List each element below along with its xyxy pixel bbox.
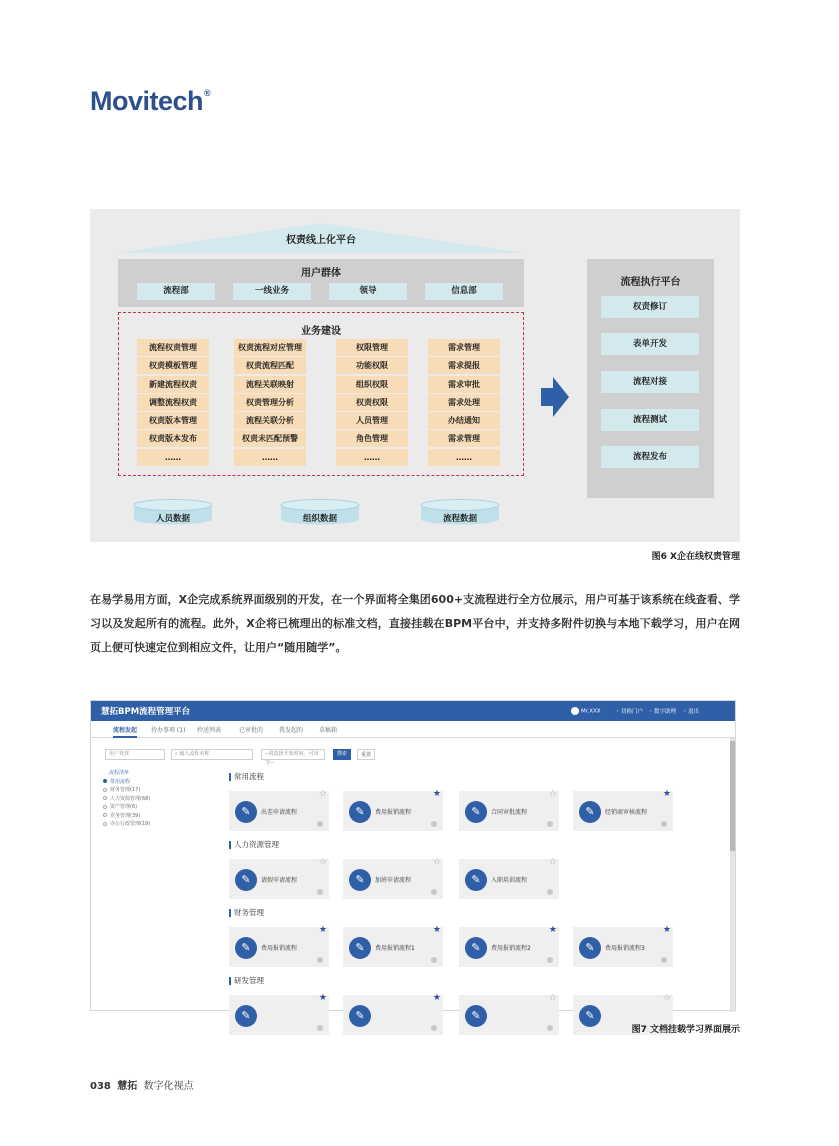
document-icon: ✎	[349, 869, 371, 891]
business-cell: 权责模板管理	[137, 357, 209, 374]
star-outline-icon[interactable]: ☆	[318, 857, 327, 867]
section-title: 财务管理	[229, 909, 264, 917]
info-dot-icon[interactable]	[317, 957, 323, 963]
logo-text: Movitech	[90, 86, 204, 116]
search-icon: ⌕	[175, 751, 180, 757]
execution-step: 流程对接	[601, 371, 699, 393]
section-title: 研发管理	[229, 977, 264, 985]
star-filled-icon[interactable]: ★	[548, 925, 557, 935]
footer-brand: 慧拓	[117, 1081, 138, 1092]
document-icon: ✎	[349, 1005, 371, 1027]
avatar	[571, 707, 579, 715]
figure-6-diagram	[90, 209, 740, 542]
switch-portal-link[interactable]: ◦ 切换门户	[616, 709, 644, 715]
process-card-label: 入职培训流程	[491, 877, 528, 884]
business-cell: 流程关联分析	[234, 412, 306, 429]
execution-step: 流程发布	[601, 446, 699, 468]
sidebar-item-label: 财务管理(17)	[110, 787, 141, 793]
tab-start-process[interactable]: 流程发起	[113, 725, 137, 738]
business-column-2	[234, 339, 306, 467]
star-filled-icon[interactable]: ★	[432, 789, 441, 799]
process-card[interactable]	[459, 859, 559, 899]
business-cell: 调整流程权责	[137, 394, 209, 411]
business-cell: 需求审批	[428, 376, 500, 393]
tab-bar	[91, 721, 735, 738]
star-filled-icon[interactable]: ★	[662, 925, 671, 935]
user-group-box: 一线业务	[233, 283, 311, 300]
document-icon: ✎	[235, 1005, 257, 1027]
sidebar-item-label: 常用流程	[110, 778, 131, 785]
info-dot-icon[interactable]	[431, 957, 437, 963]
info-dot-icon[interactable]	[431, 889, 437, 895]
radio-icon	[103, 813, 107, 817]
reset-button[interactable]: 重置	[357, 749, 375, 760]
document-icon: ✎	[579, 801, 601, 823]
sidebar-item-hr[interactable]	[103, 795, 213, 804]
info-dot-icon[interactable]	[661, 957, 667, 963]
execution-step: 权责修订	[601, 296, 699, 318]
star-filled-icon[interactable]: ★	[432, 925, 441, 935]
process-search-input[interactable]	[171, 749, 253, 760]
star-outline-icon[interactable]: ☆	[318, 789, 327, 799]
info-dot-icon[interactable]	[547, 957, 553, 963]
user-search-input[interactable]: 用户查找	[105, 749, 165, 760]
process-card-label: 费用报销流程	[261, 945, 298, 952]
process-card[interactable]	[343, 995, 443, 1035]
sidebar-item-office[interactable]	[103, 820, 213, 829]
process-card-label: 费用报销流程1	[375, 945, 415, 952]
star-outline-icon[interactable]: ☆	[662, 993, 671, 1003]
process-card[interactable]	[343, 859, 443, 899]
business-cell: 流程关联映射	[234, 376, 306, 393]
tab-todo[interactable]: 待办事项 (1)	[151, 727, 186, 734]
document-icon: ✎	[235, 801, 257, 823]
radio-icon	[103, 788, 107, 792]
sidebar-item-party[interactable]	[103, 812, 213, 821]
business-cell: 需求管理	[428, 339, 500, 356]
star-outline-icon[interactable]: ☆	[548, 993, 557, 1003]
business-cell: 权责管理分析	[234, 394, 306, 411]
body-paragraph: 在易学易用方面，X企完成系统界面级别的开发，在一个界面将全集团600+支流程进行全方位展示，用户可基于该系统在线查看、学习以及发起所有的流程。此外，X企将已梳理出的标准文档，直接挂载在BPM平台中，并支持多附件切换与本地下载学习，用户在网页上便可快速定位到相应文件，让用户“随用随学”。	[90, 593, 740, 654]
business-column-4	[428, 339, 500, 467]
sidebar-item-common[interactable]	[103, 778, 213, 787]
business-cell: 权责版本管理	[137, 412, 209, 429]
star-filled-icon[interactable]: ★	[662, 789, 671, 799]
business-cell: 组织权限	[336, 376, 408, 393]
process-card[interactable]	[459, 791, 559, 831]
info-dot-icon[interactable]	[431, 1025, 437, 1031]
star-filled-icon[interactable]: ★	[432, 993, 441, 1003]
business-cell: 权责流程对应管理	[234, 339, 306, 356]
business-cell: ……	[137, 449, 209, 466]
logout-label: 退出	[688, 709, 700, 715]
process-card[interactable]	[229, 927, 329, 967]
page-number: 038	[90, 1081, 111, 1092]
document-icon: ✎	[465, 801, 487, 823]
process-card[interactable]	[229, 859, 329, 899]
document-icon: ✎	[465, 869, 487, 891]
logout-link[interactable]: ◦ 退出	[683, 709, 700, 715]
process-card-label: 费用报销流程3	[605, 945, 645, 952]
business-column-3	[336, 339, 408, 467]
radio-icon	[103, 779, 107, 783]
business-cell: ……	[336, 449, 408, 466]
search-button[interactable]: 搜索	[333, 749, 351, 760]
business-cell: 新建流程权责	[137, 376, 209, 393]
process-execution-title: 流程执行平台	[620, 277, 681, 288]
sidebar-item-label: 党务管理(39)	[110, 812, 141, 819]
tab-cc-list[interactable]: 抄送列表	[197, 727, 222, 734]
database-label: 流程数据	[442, 514, 477, 524]
document-icon: ✎	[349, 937, 371, 959]
process-card[interactable]	[343, 927, 443, 967]
radio-icon	[103, 822, 107, 826]
business-cell: 权责未匹配预警	[234, 430, 306, 447]
business-cell: 需求管理	[428, 430, 500, 447]
radio-icon	[103, 805, 107, 809]
section-title: 人力资源管理	[229, 841, 279, 849]
process-card-label: 出差申请流程	[261, 809, 298, 816]
document-icon: ✎	[465, 937, 487, 959]
figure-6-caption: 图6 X企在线权责管理	[651, 552, 740, 562]
figure-7-screenshot	[90, 700, 736, 1022]
app-title: 慧拓BPM流程管理平台	[101, 707, 191, 717]
figure-7-caption: 图7 文档挂载学习界面展示	[631, 1025, 740, 1035]
document-icon: ✎	[235, 869, 257, 891]
scrollbar-thumb[interactable]	[730, 741, 735, 851]
movitech-logo	[90, 86, 210, 117]
tab-drafts[interactable]: 草稿箱	[319, 727, 338, 734]
document-icon: ✎	[235, 937, 257, 959]
user-groups-title: 用户群体	[301, 268, 341, 279]
process-card[interactable]	[459, 927, 559, 967]
business-cell: 人员管理	[336, 412, 408, 429]
section-title: 常用流程	[229, 773, 264, 781]
sidebar-item-finance[interactable]	[103, 786, 213, 795]
tab-initiated[interactable]: 我发起的	[279, 727, 304, 734]
business-cell: 需求提报	[428, 357, 500, 374]
process-card-label: 费用报销流程2	[491, 945, 531, 952]
user-name: Mr.XXX	[581, 708, 601, 715]
tab-approved[interactable]: 已审批的	[239, 727, 264, 734]
logo-registered-mark: ®	[204, 88, 211, 98]
info-dot-icon[interactable]	[317, 1025, 323, 1031]
digital-assistant-link[interactable]: ◦ 数字助理	[649, 709, 677, 715]
star-filled-icon[interactable]: ★	[318, 925, 327, 935]
process-card[interactable]	[573, 791, 673, 831]
digital-assistant-label: 数字助理	[654, 709, 677, 715]
user-group-box: 流程部	[137, 283, 215, 300]
business-cell: 功能权限	[336, 357, 408, 374]
user-group-box: 信息部	[425, 283, 503, 300]
business-cell: 流程权责管理	[137, 339, 209, 356]
category-sidebar	[103, 769, 213, 829]
page-footer	[90, 1077, 194, 1092]
sidebar-item-label: 办公行政管理(19)	[110, 821, 151, 827]
database-label: 组织数据	[302, 514, 337, 524]
process-execution-panel	[587, 259, 714, 498]
star-filled-icon[interactable]: ★	[318, 993, 327, 1003]
business-cell: ……	[234, 449, 306, 466]
database-label: 人员数据	[155, 514, 190, 524]
info-dot-icon[interactable]	[547, 889, 553, 895]
process-card-label: 请假申请流程	[261, 877, 298, 884]
document-icon: ✎	[465, 1005, 487, 1027]
business-cell: 需求处理	[428, 394, 500, 411]
document-icon: ✎	[579, 1005, 601, 1027]
star-outline-icon[interactable]: ☆	[548, 857, 557, 867]
flow-arrow-icon	[541, 377, 569, 417]
business-cell: 办结通知	[428, 412, 500, 429]
process-card[interactable]	[573, 927, 673, 967]
radio-icon	[103, 796, 107, 800]
user-menu[interactable]	[571, 707, 601, 715]
execution-step: 流程测试	[601, 409, 699, 431]
info-dot-icon[interactable]	[431, 821, 437, 827]
user-group-box: 领导	[329, 283, 407, 300]
star-outline-icon[interactable]: ☆	[432, 857, 441, 867]
date-select[interactable]: --请选择开始时间、可审节--	[261, 749, 325, 760]
info-dot-icon[interactable]	[317, 821, 323, 827]
footer-section: 数字化视点	[143, 1081, 194, 1092]
process-card[interactable]	[229, 995, 329, 1035]
document-icon: ✎	[349, 801, 371, 823]
sidebar-item-assets[interactable]	[103, 803, 213, 812]
process-card[interactable]	[229, 791, 329, 831]
process-search-placeholder: 输入流程名称	[179, 751, 210, 757]
business-column-1	[137, 339, 209, 467]
process-card-label: 费用报销流程	[375, 809, 412, 816]
user-groups-panel	[118, 259, 524, 307]
process-card-label: 经销商审核流程	[605, 809, 648, 816]
business-cell: 角色管理	[336, 430, 408, 447]
process-card-label: 加班申请流程	[375, 877, 412, 884]
star-outline-icon[interactable]: ☆	[548, 789, 557, 799]
process-card-label: 合同审批流程	[491, 809, 528, 816]
business-cell: 权责权限	[336, 394, 408, 411]
execution-step: 表单开发	[601, 333, 699, 355]
switch-portal-label: 切换门户	[621, 709, 644, 715]
document-icon: ✎	[579, 937, 601, 959]
business-build-title: 业务建设	[301, 326, 341, 337]
info-dot-icon[interactable]	[661, 821, 667, 827]
app-header	[91, 701, 735, 721]
sidebar-item-label: 人力资源管理(68)	[110, 795, 151, 802]
info-dot-icon[interactable]	[547, 821, 553, 827]
platform-roof-label: 权责线上化平台	[286, 235, 356, 246]
info-dot-icon[interactable]	[317, 889, 323, 895]
process-card[interactable]	[343, 791, 443, 831]
sidebar-item-label: 资产管理(6)	[110, 804, 138, 810]
business-cell: 权限管理	[336, 339, 408, 356]
business-cell: 权责流程匹配	[234, 357, 306, 374]
business-cell: 权责版本发布	[137, 430, 209, 447]
sidebar-heading: 流程清单	[109, 770, 130, 776]
business-cell: ……	[428, 449, 500, 466]
